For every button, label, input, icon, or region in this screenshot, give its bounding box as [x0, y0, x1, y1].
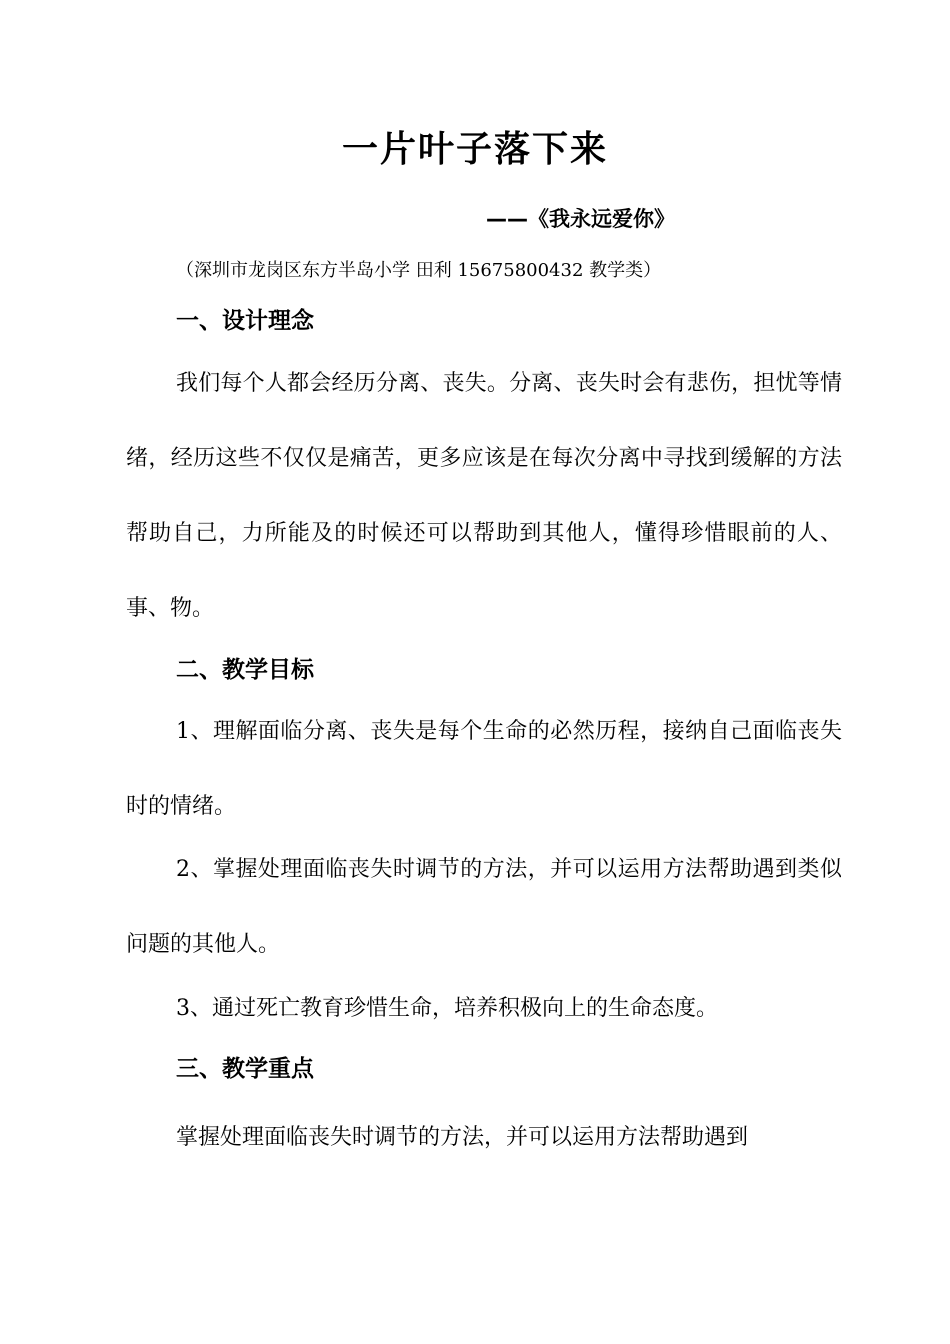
- paragraph-goal-1: 1、理解面临分离、丧失是每个生命的必然历程，接纳自己面临丧失时的情绪。: [126, 719, 842, 819]
- section-heading-teaching-goals: 二、教学目标: [176, 657, 314, 683]
- paragraph-goal-3: 3、通过死亡教育珍惜生命，培养积极向上的生命态度。: [176, 996, 718, 1021]
- paragraph-design-concept: 我们每个人都会经历分离、丧失。分离、丧失时会有悲伤，担忧等情绪，经历这些不仅仅是痛苦，更多应该是在每次分离中寻找到缓解的方法帮助自己，力所能及的时候还可以帮助到其他人，懂得珍惜眼前的人、事、物。: [126, 371, 842, 621]
- section-heading-teaching-focus: 三、教学重点: [176, 1056, 314, 1082]
- paragraph-teaching-focus: 掌握处理面临丧失时调节的方法，并可以运用方法帮助遇到: [176, 1125, 749, 1150]
- author-line: （深圳市龙岗区东方半岛小学 田利 15675800432 教学类）: [176, 260, 662, 281]
- section-heading-design-concept: 一、设计理念: [176, 308, 314, 334]
- page-subtitle: ——《我永远爱你》: [486, 207, 675, 231]
- paragraph-goal-2: 2、掌握处理面临丧失时调节的方法，并可以运用方法帮助遇到类似问题的其他人。: [126, 857, 842, 957]
- page-title: 一片叶子落下来: [341, 129, 608, 170]
